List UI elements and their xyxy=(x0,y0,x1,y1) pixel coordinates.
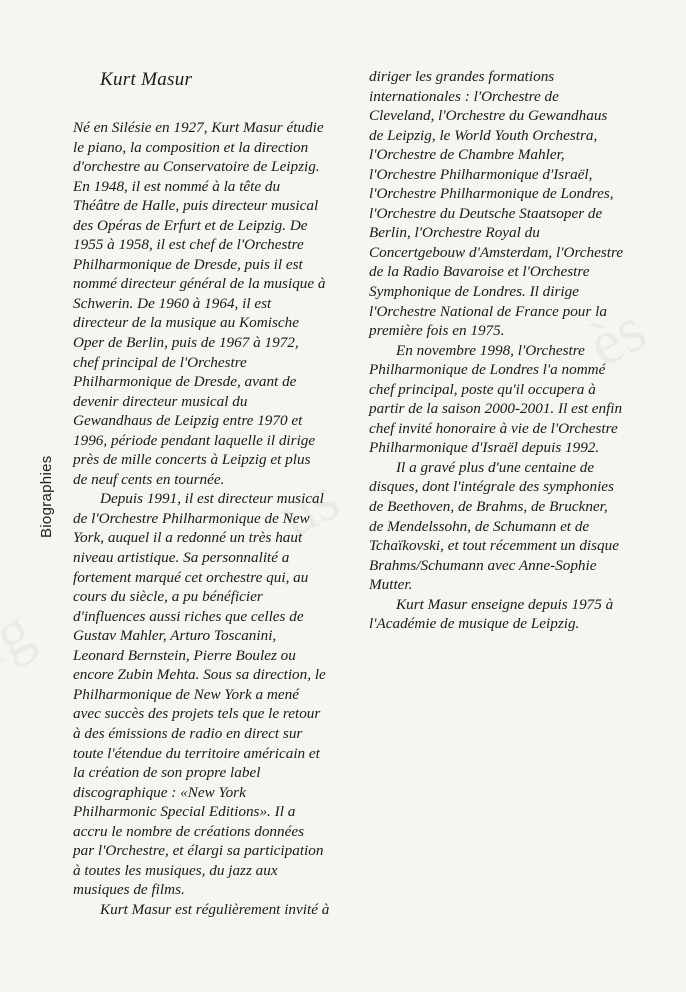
text-line: Philharmonique de Dresde, puis il est xyxy=(73,255,303,273)
text-line: discographique : «New York xyxy=(73,783,246,801)
left-column xyxy=(73,118,363,919)
text-line: toute l'étendue du territoire américain et xyxy=(73,744,320,762)
text-line: l'Orchestre du Deutsche Staatsoper de xyxy=(369,204,603,222)
text-line: Mutter. xyxy=(369,576,413,594)
paragraph-start: Il a gravé plus d'une centaine de xyxy=(396,458,595,476)
text-line: En 1948, il est nommé à la tête du xyxy=(73,177,281,195)
text-line: Oper de Berlin, puis de 1967 à 1972, xyxy=(73,334,299,352)
text-line: de la Radio Bavaroise et l'Orchestre xyxy=(369,263,590,281)
text-line: diriger les grandes formations xyxy=(369,68,555,85)
text-line: encore Zubin Mehta. Sous sa direction, le xyxy=(73,666,326,684)
text-line: chef invité honoraire à vie de l'Orchestre xyxy=(369,419,618,437)
text-line: Théâtre de Halle, puis directeur musical xyxy=(73,197,319,215)
paragraph-start: Kurt Masur est régulièrement invité à xyxy=(100,900,330,918)
text-line: l'Orchestre Philharmonique d'Israël, xyxy=(369,165,593,183)
watermark-left xyxy=(0,593,44,682)
text-line: devenir directeur musical du xyxy=(73,392,248,410)
text-line: accru le nombre de créations données xyxy=(73,822,304,840)
text-line: le piano, la composition et la direction xyxy=(73,138,309,156)
text-line: cours du siècle, a pu bénéficier xyxy=(73,588,263,606)
text-line: de Leipzig, le World Youth Orchestra, xyxy=(369,126,598,144)
right-column xyxy=(369,67,659,634)
text-line: l'Orchestre Philharmonique de Londres, xyxy=(369,185,614,203)
text-line: avec succès des projets tels que le retour xyxy=(73,705,321,723)
text-line: l'Académie de musique de Leipzig. xyxy=(369,615,580,633)
text-line: l'Orchestre de Chambre Mahler, xyxy=(369,146,565,164)
text-line: partir de la saison 2000-2001. Il est enfin xyxy=(369,400,623,418)
section-label-biographies: Biographies xyxy=(38,455,55,538)
text-line: à des émissions de radio en direct sur xyxy=(73,724,303,742)
text-line: musiques de films. xyxy=(73,881,185,899)
text-line: de neuf cents en tournée. xyxy=(73,470,225,488)
text-line: 1996, période pendant laquelle il dirige xyxy=(73,431,316,449)
biography-title: Kurt Masur xyxy=(100,69,193,90)
text-line: de Beethoven, de Brahms, de Bruckner, xyxy=(369,498,608,516)
text-line: Philharmonique d'Israël depuis 1992. xyxy=(369,439,600,457)
text-line: internationales : l'Orchestre de xyxy=(369,87,559,105)
text-line: des Opéras de Erfurt et de Leipzig. De xyxy=(73,216,308,234)
text-line: Concertgebouw d'Amsterdam, l'Orchestre xyxy=(369,243,624,261)
text-line: par l'Orchestre, et élargi sa participation xyxy=(73,842,324,860)
text-line: d'influences aussi riches que celles de xyxy=(73,607,304,625)
text-line: Brahms/Schumann avec Anne-Sophie xyxy=(369,556,597,574)
text-line: de Mendelssohn, de Schumann et de xyxy=(369,517,590,535)
text-line: Gewandhaus de Leipzig entre 1970 et xyxy=(73,412,303,430)
text-line: Berlin, l'Orchestre Royal du xyxy=(369,224,540,242)
text-line: fortement marqué cet orchestre qui, au xyxy=(73,568,309,586)
text-line: d'orchestre au Conservatoire de Leipzig. xyxy=(73,158,320,176)
text-line: Tchaïkovski, et tout récemment un disque xyxy=(369,537,619,555)
paragraph-start: Kurt Masur enseigne depuis 1975 à xyxy=(396,595,614,613)
text-line: Schwerin. De 1960 à 1964, il est xyxy=(73,294,272,312)
text-line: nommé directeur général de la musique à xyxy=(73,275,326,293)
text-line: la création de son propre label xyxy=(73,764,261,782)
text-line: première fois en 1975. xyxy=(369,322,505,340)
text-line: Philharmonique de Londres l'a nommé xyxy=(369,361,606,379)
text-line: de l'Orchestre Philharmonique de New xyxy=(73,509,310,527)
text-line: Cleveland, l'Orchestre du Gewandhaus xyxy=(369,107,608,125)
text-line: York, auquel il a redonné un très haut xyxy=(73,529,303,547)
text-line: chef principal, poste qu'il occupera à xyxy=(369,380,596,398)
text-line: Né en Silésie en 1927, Kurt Masur étudie xyxy=(73,119,324,136)
text-line: directeur de la musique au Komische xyxy=(73,314,299,332)
text-line: Leonard Bernstein, Pierre Boulez ou xyxy=(73,646,296,664)
text-line: Symphonique de Londres. Il dirige xyxy=(369,283,579,301)
text-line: à toutes les musiques, du jazz aux xyxy=(73,861,278,879)
text-line: niveau artistique. Sa personnalité a xyxy=(73,549,290,567)
text-line: chef principal de l'Orchestre xyxy=(73,353,247,371)
paragraph-start: En novembre 1998, l'Orchestre xyxy=(396,341,585,359)
paragraph-start: Depuis 1991, il est directeur musical xyxy=(100,490,324,508)
text-line: 1955 à 1958, il est chef de l'Orchestre xyxy=(73,236,304,254)
text-line: disques, dont l'intégrale des symphonies xyxy=(369,478,614,496)
text-line: Philharmonique de New York a mené xyxy=(73,685,299,703)
text-line: Philharmonic Special Editions». Il a xyxy=(73,803,296,821)
text-line: l'Orchestre National de France pour la xyxy=(369,302,607,320)
text-line: Gustav Mahler, Arturo Toscanini, xyxy=(73,627,277,645)
text-line: près de mille concerts à Leipzig et plus xyxy=(73,451,311,469)
text-line: Philharmonique de Dresde, avant de xyxy=(73,373,297,391)
